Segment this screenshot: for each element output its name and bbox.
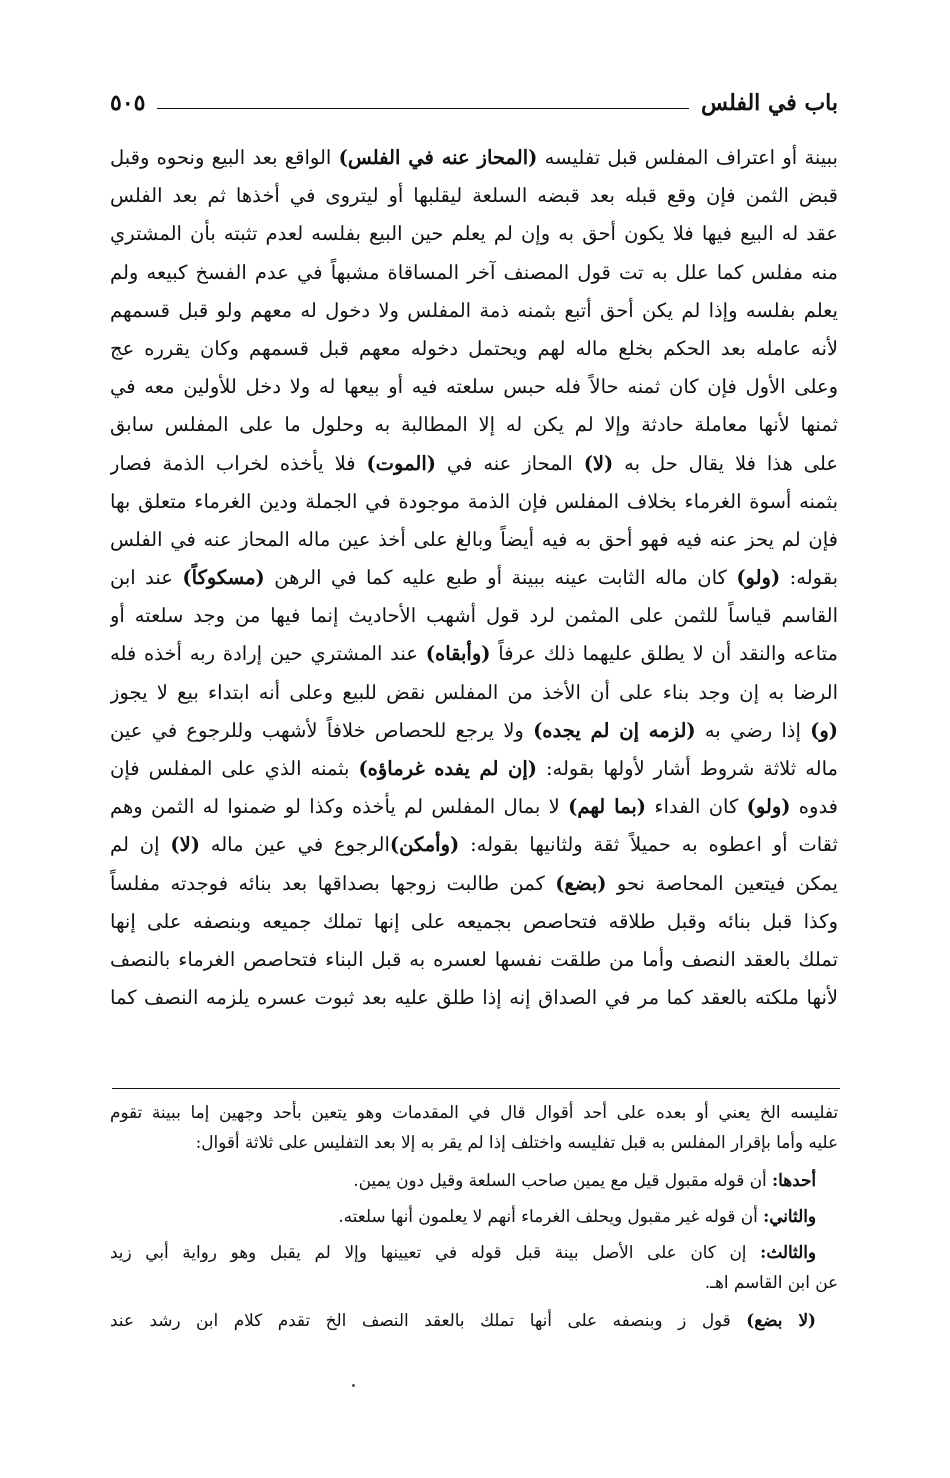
main-text — [110, 139, 838, 1017]
print-speck — [352, 1384, 355, 1387]
bold-term: (المحاز عنه في الفلس) — [338, 146, 538, 169]
text-run: لأنها ملكته بالعقد كما مر في الصداق إنه إذا طلق عليه بعد ثبوت عسره يلزمه النصف كما — [110, 986, 838, 1010]
text-line — [110, 979, 838, 1017]
text-run: المحاز عنه في — [435, 451, 584, 475]
text-line — [110, 254, 838, 292]
text-line — [110, 674, 838, 712]
text-run: عند ابن — [110, 566, 183, 590]
text-line — [110, 177, 838, 215]
text-line — [110, 635, 838, 673]
text-run: قبض الثمن فإن وقع قبله بعد قبضه السلعة ليقلبها أو ليتروى في أخذها ثم بعد الفلس — [110, 184, 838, 208]
text-run: بثمنه الذي على المفلس فإن — [110, 757, 359, 780]
bold-term: (الموت) — [366, 451, 436, 475]
text-run: عقد له البيع فيها فلا يكون أحق به وإن لم يعلم حين البيع بفلسه لعدم تثبته بأن المشتري — [110, 222, 838, 246]
text-line — [110, 483, 838, 521]
bold-term: (بما لهم) — [568, 795, 647, 819]
text-line — [110, 330, 838, 368]
text-run: إن لم — [110, 833, 171, 857]
text-run: متاعه والنقد أن لا يطلق عليهما ذلك عرفاً — [490, 642, 838, 666]
text-run: منه مفلس كما علل به تت قول المصنف آخر المساقاة مشبهاً في عدم الفسخ كبيعه ولم — [110, 260, 838, 284]
chapter-title: باب في الفلس — [701, 90, 838, 116]
running-header — [110, 86, 838, 120]
text-line — [110, 368, 838, 406]
text-run: على هذا فلا يقال حل به — [613, 451, 838, 475]
page-number: ٥٠٥ — [110, 90, 146, 116]
footnote-line: عليه وأما بإقرار المفلس به قبل تفليسه واختلف إذا لم يقر به إلا بعد التفليس على ثلاثة أقوال: — [195, 1132, 838, 1152]
footnote-line: تفليسه الخ يعني أو بعده على أحد أقوال قال في المقدمات وهو يتعين بأحد وجهين إما ببينة تقوم — [110, 1102, 838, 1122]
bold-term: (لا) — [170, 833, 200, 857]
text-line — [110, 559, 838, 597]
footnote-separator — [112, 1088, 840, 1089]
text-run: كان الفداء — [646, 795, 747, 819]
footnote-item — [110, 1165, 838, 1195]
text-run: إذا رضي به — [695, 718, 811, 742]
footnote-item-text: أن قوله مقبول قيل مع يمين صاحب السلعة وقيل دون يمين. — [353, 1170, 772, 1190]
text-run: بقوله: — [780, 566, 838, 590]
text-run: بثمنه أسوة الغرماء بخلاف المفلس فإن الذمة موجودة في الجملة ودين الغرماء متعلق بها — [110, 489, 838, 513]
text-run: يعلم بفلسه وإذا لم يكن أحق أتبع بثمنه ذمة المفلس ولا دخول له معهم ولو قبل قسمهم — [110, 298, 838, 322]
text-line — [110, 521, 838, 559]
text-run: ولا يرجع للحصاص خلافاً لأشهب وللرجوع في عين — [110, 718, 534, 742]
text-line — [110, 750, 838, 788]
bold-term: (وأبقاه) — [425, 642, 491, 666]
text-run: تملك بالعقد النصف وأما من طلقت نفسها لعسره به قبل البناء فتحاصص الغرماء بالنصف — [110, 947, 838, 971]
text-line — [110, 215, 838, 253]
text-run: لا بمال المفلس لم يأخذه وكذا لو ضمنوا له الثمن وهم — [110, 795, 569, 819]
text-run: يمكن فيتعين المحاصة نحو — [606, 871, 838, 895]
footnote-item — [110, 1201, 838, 1231]
header-rule — [157, 108, 689, 109]
text-line — [110, 406, 838, 444]
footnote-item-label: (لا بضع) — [746, 1310, 816, 1330]
text-run: القاسم قياساً للثمن على المثمن لرد قول أشهب الأحاديث إنما فيها من وجد سلعته أو — [110, 604, 838, 628]
footnote-item-label: والثالث: — [760, 1242, 816, 1262]
text-line — [110, 597, 838, 635]
footnote-item-text: قول ز وبنصفه على أنها تملك بالعقد النصف الخ تقدم كلام ابن رشد عند — [110, 1310, 747, 1330]
footnotes — [110, 1097, 838, 1335]
bold-term: (و) — [810, 718, 838, 742]
footnote-item-text: إن كان على الأصل بينة قبل قوله في تعيينها وإلا لم يقبل وهو رواية أبي زيد — [110, 1242, 761, 1262]
text-line — [110, 139, 838, 177]
text-run: كمن طالبت زوجها بصداقها بعد بنائه فوجدته مفلساً — [110, 871, 556, 895]
bold-term: (ولو) — [746, 795, 791, 819]
text-run: ببينة أو اعتراف المفلس قبل تفليسه — [537, 146, 838, 169]
text-line — [110, 712, 838, 750]
bold-term: (بضع) — [555, 871, 607, 895]
text-run: ثمنها لأنها معاملة حادثة وإلا لم يكن له إلا المطالبة به وحلول ما على المفلس سابق — [110, 413, 838, 437]
text-run: وكذا قبل بنائه وقبل طلاقه فتحاصص بجميعه على إنها تملك جميعه وبنصفه على إنها — [110, 909, 838, 933]
text-run: فلا يأخذه لخراب الذمة فصار — [110, 451, 367, 475]
text-line — [110, 445, 838, 483]
text-line — [110, 788, 838, 826]
text-run: فدوه — [790, 795, 838, 819]
text-run: الرجوع في عين ماله — [199, 833, 390, 857]
text-run: ثقات أو اعطوه به حميلاً ثقة ولثانيها بقوله: — [459, 833, 838, 857]
text-run: كان ماله الثابت عينه ببينة أو طبع عليه كما في الرهن — [264, 566, 737, 590]
text-run: لأنه عامله بعد الحكم بخلع ماله لهم ويحتمل دخوله معهم قبل قسمهم وكان يقرره عج — [110, 336, 838, 360]
text-run: وعلى الأول فإن كان ثمنه حالاً فله حبس سلعته فيه أو بيعها له ولا دخل للأولين معه في — [110, 375, 838, 399]
text-line — [110, 826, 838, 864]
footnote-item-text: أن قوله غير مقبول ويحلف الغرماء أنهم لا يعلمون أنها سلعته. — [338, 1206, 764, 1226]
text-run: الواقع بعد البيع ونحوه وقبل — [110, 146, 339, 169]
bold-term: (مسكوكاً) — [182, 566, 265, 590]
text-line — [110, 941, 838, 979]
text-line — [110, 903, 838, 941]
text-run: عند المشتري حين إرادة ربه أخذه فله — [110, 642, 426, 666]
text-run: الرضا به إن وجد بناء على أن الأخذ من المفلس نقض للبيع وعلى أنه ابتداء بيع لا يجوز — [110, 680, 838, 704]
footnote-item-label: والثاني: — [763, 1206, 816, 1226]
text-line — [110, 865, 838, 903]
bold-term: (ولو) — [736, 566, 781, 590]
text-run: ماله ثلاثة شروط أشار لأولها بقوله: — [536, 757, 838, 780]
footnote-continuation: عن ابن القاسم اهـ. — [704, 1272, 838, 1292]
bold-term: (لا) — [583, 451, 614, 475]
bold-term: (إن لم يفده غرماؤه) — [358, 757, 537, 780]
footnote-item — [110, 1305, 838, 1335]
bold-term: (لزمه إن لم يجده) — [533, 718, 696, 742]
text-line — [110, 292, 838, 330]
footnote-item-label: أحدها: — [771, 1170, 816, 1190]
bold-term: (وأمكن) — [389, 833, 460, 857]
footnote-item — [110, 1237, 838, 1267]
text-run: فإن لم يحز عنه فيه فهو أحق به فيه أيضاً وبالغ على أخذ عين ماله المحاز عنه في الفلس — [110, 527, 838, 551]
